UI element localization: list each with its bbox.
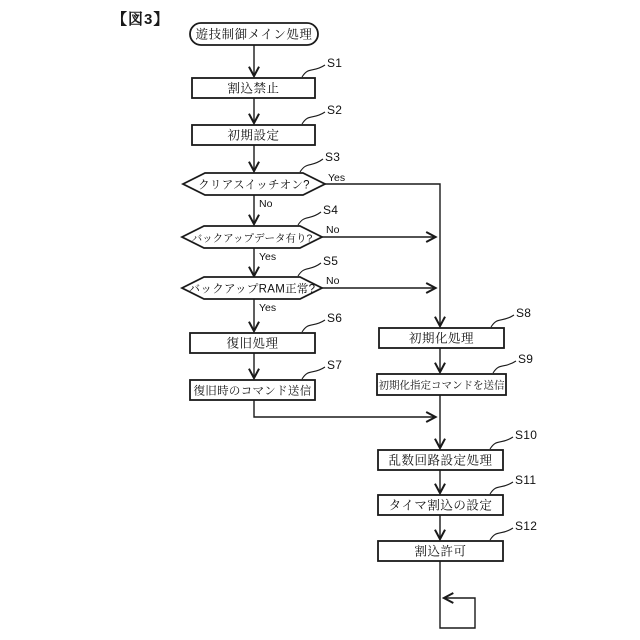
branch-label-s4-yes: Yes (259, 251, 277, 263)
step-connector-s6 (302, 320, 325, 332)
branch-label-s4-no: No (326, 224, 340, 236)
node-label-s8: 初期化処理 (408, 331, 475, 346)
step-label-s1: S1 (327, 56, 343, 70)
branch-label-s5-yes: Yes (259, 302, 277, 314)
node-label-s3: クリアスイッチオン? (198, 179, 310, 192)
step-connector-s3 (300, 159, 323, 172)
figure-title: 【図3】 (112, 11, 170, 28)
step-connector-s4 (298, 212, 321, 225)
branch-label-s3-no: No (259, 198, 273, 210)
node-label-s9: 初期化指定コマンドを送信 (378, 379, 505, 392)
node-label-s1: 割込禁止 (227, 81, 280, 96)
node-label-s11: タイマ割込の設定 (388, 498, 493, 513)
branch-label-s3-yes: Yes (328, 172, 346, 184)
node-label-s12: 割込許可 (414, 544, 467, 559)
edge-s7-merge (254, 400, 435, 417)
step-label-s3: S3 (325, 150, 341, 164)
step-connector-s1 (302, 65, 325, 77)
step-label-s9: S9 (518, 352, 534, 366)
step-label-s11: S11 (515, 473, 537, 487)
step-connector-s7 (302, 367, 325, 379)
node-label-s10: 乱数回路設定処理 (388, 453, 493, 468)
edge-s12-loop (440, 561, 475, 628)
node-labels (189, 27, 505, 559)
step-connector-s10 (490, 437, 513, 449)
step-label-s5: S5 (323, 254, 339, 268)
step-connector-s8 (491, 315, 514, 327)
edge-s3-s8-yes (325, 184, 440, 326)
step-label-s10: S10 (515, 428, 538, 442)
node-label-s4: バックアップデータ有り? (191, 232, 313, 245)
step-label-s7: S7 (327, 358, 343, 372)
step-label-s2: S2 (327, 103, 343, 117)
step-connector-s9 (493, 361, 516, 373)
step-label-s8: S8 (516, 306, 532, 320)
branch-label-s5-no: No (326, 275, 340, 287)
step-label-s12: S12 (515, 519, 538, 533)
step-connector-s12 (490, 528, 513, 540)
step-label-s4: S4 (323, 203, 339, 217)
step-label-s6: S6 (327, 311, 343, 325)
step-connector-s5 (298, 263, 321, 276)
node-label-s2: 初期設定 (227, 128, 280, 143)
node-label-s6: 復旧処理 (226, 336, 279, 351)
node-label-start: 遊技制御メイン処理 (195, 27, 313, 42)
step-connector-s11 (490, 482, 513, 494)
node-label-s5: バックアップRAM正常? (188, 283, 316, 296)
step-connector-s2 (302, 112, 325, 124)
node-label-s7: 復旧時のコマンド送信 (193, 385, 312, 398)
